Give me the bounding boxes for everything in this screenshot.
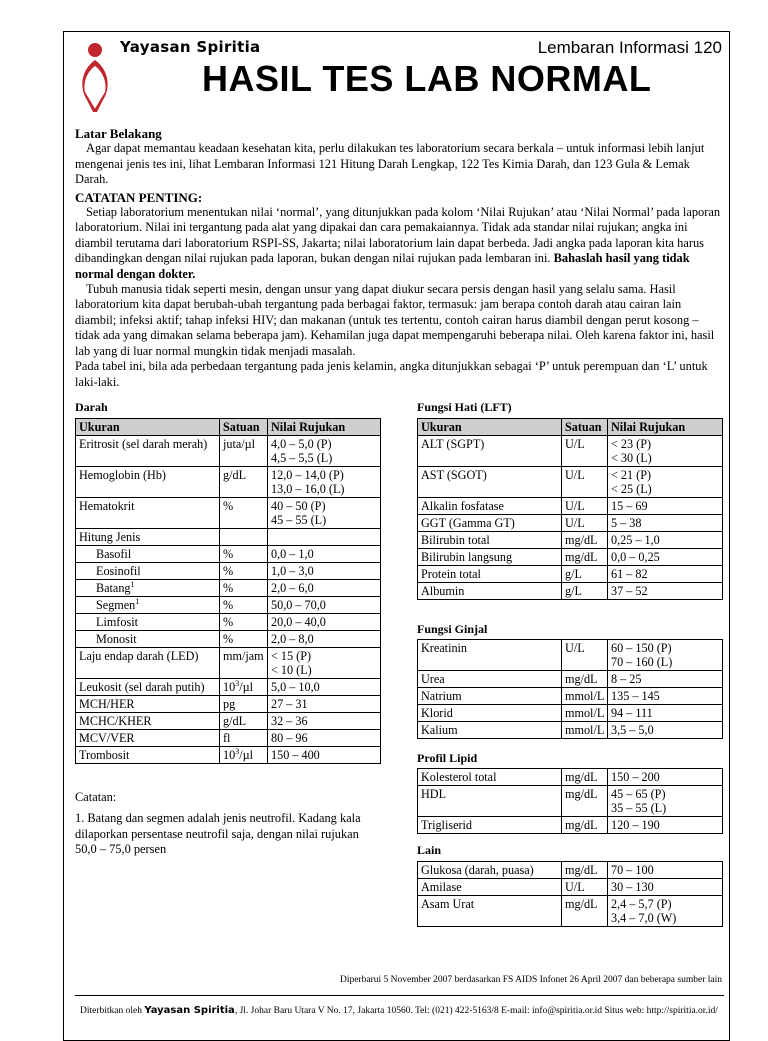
col-header-satuan: Satuan xyxy=(220,419,268,436)
cell-satuan: mg/dL xyxy=(562,817,608,834)
cell-satuan: % xyxy=(220,631,268,648)
table-row xyxy=(418,549,723,566)
cell-satuan: U/L xyxy=(562,467,608,498)
table-row xyxy=(76,679,381,696)
cell-ukuran: Urea xyxy=(418,671,562,688)
cell-ukuran: Monosit xyxy=(76,631,220,648)
table-row xyxy=(76,648,381,679)
table-row xyxy=(76,563,381,580)
table-row xyxy=(418,467,723,498)
cell-satuan: mg/dL xyxy=(562,671,608,688)
cell-satuan: g/L xyxy=(562,583,608,600)
cell-nilai-rujukan: 37 – 52 xyxy=(608,583,723,600)
cell-nilai-rujukan: 2,4 – 5,7 (P) 3,4 – 7,0 (W) xyxy=(608,896,723,927)
cell-nilai-rujukan: 5 – 38 xyxy=(608,515,723,532)
heading-background: Latar Belakang xyxy=(75,126,162,141)
cell-ukuran: Bilirubin langsung xyxy=(418,549,562,566)
cell-nilai-rujukan: 20,0 – 40,0 xyxy=(268,614,381,631)
updated-note: Diperbarui 5 November 2007 berdasarkan FS AIDS Infonet 26 April 2007 dan beberapa sumber lain xyxy=(339,975,722,985)
cell-nilai-rujukan: 27 – 31 xyxy=(268,696,381,713)
table-row xyxy=(418,515,723,532)
note-1: 1. Batang dan segmen adalah jenis neutrofil. Kadang kala dilaporkan persentase neutrofil saja, dengan nilai rujukan 50,0 – 75,0 persen xyxy=(75,811,361,857)
table-row xyxy=(418,769,723,786)
cell-ukuran: Trigliserid xyxy=(418,817,562,834)
section-title-hati: Fungsi Hati (LFT) xyxy=(417,400,512,414)
notes-section xyxy=(75,790,375,864)
cell-satuan: U/L xyxy=(562,436,608,467)
cell-satuan: % xyxy=(220,614,268,631)
page-title: HASIL TES LAB NORMAL xyxy=(202,58,652,99)
cell-satuan: mg/dL xyxy=(562,786,608,817)
cell-nilai-rujukan: < 21 (P) < 25 (L) xyxy=(608,467,723,498)
spiritia-logo-icon xyxy=(73,40,117,116)
table-row xyxy=(418,896,723,927)
cell-satuan xyxy=(220,529,268,546)
cell-nilai-rujukan: 150 – 400 xyxy=(268,747,381,764)
cell-ukuran: GGT (Gamma GT) xyxy=(418,515,562,532)
cell-nilai-rujukan: 60 – 150 (P) 70 – 160 (L) xyxy=(608,640,723,671)
table-row xyxy=(76,529,381,546)
cell-nilai-rujukan: 94 – 111 xyxy=(608,705,723,722)
table-row xyxy=(76,498,381,529)
cell-ukuran: Kreatinin xyxy=(418,640,562,671)
cell-ukuran: Bilirubin total xyxy=(418,532,562,549)
table-row xyxy=(418,532,723,549)
table-row xyxy=(76,436,381,467)
cell-ukuran: Leukosit (sel darah putih) xyxy=(76,679,220,696)
cell-nilai-rujukan: 1,0 – 3,0 xyxy=(268,563,381,580)
cell-ukuran: AST (SGOT) xyxy=(418,467,562,498)
cell-ukuran: Laju endap darah (LED) xyxy=(76,648,220,679)
cell-nilai-rujukan: 30 – 130 xyxy=(608,879,723,896)
cell-ukuran: Amilase xyxy=(418,879,562,896)
table-ginjal xyxy=(417,639,723,739)
col-header-ukuran: Ukuran xyxy=(418,419,562,436)
cell-satuan: mg/dL xyxy=(562,896,608,927)
table-row xyxy=(76,614,381,631)
cell-nilai-rujukan: 12,0 – 14,0 (P) 13,0 – 16,0 (L) xyxy=(268,467,381,498)
cell-ukuran: Hitung Jenis xyxy=(76,529,220,546)
cell-ukuran: Trombosit xyxy=(76,747,220,764)
section-title-darah: Darah xyxy=(75,400,108,414)
cell-satuan: mg/dL xyxy=(562,769,608,786)
cell-ukuran: Segmen$^1$ xyxy=(76,597,220,614)
heading-important-note: CATATAN PENTING: xyxy=(75,189,203,205)
table-row xyxy=(76,467,381,498)
paragraph-important-note: Setiap laboratorium menentukan nilai ‘normal’, yang ditunjukkan pada kolom ‘Nilai Rujukan’ atau ‘Nilai Normal’ pada laporan laboratorium. Nilai ini tergantung pada alat yang dipakai dan cara pemakaiannya. Tidak ada standar nilai rujukan; angka ini diambil terutama dari laboratorium RSPI-SS, Jakarta; nilai laboratorium lain dapat berbeda. Jadi angka pada laporan kita harus dibandingkan dengan nilai rujukan pada laporan, bukan dengan nilai rujukan pada lembaran ini. Bahaslah hasil yang tidak normal dengan dokter. xyxy=(75,205,721,281)
cell-satuan: U/L xyxy=(562,498,608,515)
col-header-nilai: Nilai Rujukan xyxy=(608,419,723,436)
cell-ukuran: MCV/VER xyxy=(76,730,220,747)
table-row xyxy=(418,879,723,896)
cell-satuan: % xyxy=(220,597,268,614)
cell-satuan: fl xyxy=(220,730,268,747)
table-row xyxy=(418,705,723,722)
cell-ukuran: Glukosa (darah, puasa) xyxy=(418,862,562,879)
intro-section xyxy=(75,126,724,390)
table-lipid xyxy=(417,768,723,834)
table-hati xyxy=(417,418,723,600)
cell-ukuran: Basofil xyxy=(76,546,220,563)
sheet-number: Lembaran Informasi 120 xyxy=(537,38,722,57)
cell-nilai-rujukan: 2,0 – 8,0 xyxy=(268,631,381,648)
cell-nilai-rujukan: 4,0 – 5,0 (P) 4,5 – 5,5 (L) xyxy=(268,436,381,467)
table-row xyxy=(76,747,381,764)
cell-nilai-rujukan: 45 – 65 (P) 35 – 55 (L) xyxy=(608,786,723,817)
cell-satuan: $10^3/\mu l$ xyxy=(220,747,268,764)
cell-ukuran: Kalium xyxy=(418,722,562,739)
table-row xyxy=(418,817,723,834)
cell-ukuran: Eosinofil xyxy=(76,563,220,580)
cell-satuan: mmol/L xyxy=(562,705,608,722)
cell-ukuran: Batang$^1$ xyxy=(76,580,220,597)
paragraph-variability: Tubuh manusia tidak seperti mesin, dengan unsur yang dapat diukur secara persis dengan hasil yang selalu sama. Hasil laboratorium kita dapat berubah-ubah tergantung pada berbagai faktor, termasuk: jam berapa contoh darah atau cairan lain diambil; infeksi aktif; tahap infeksi HIV; dan makanan (untuk tes tertentu, contoh cairan harus diambil dengan perut kosong – tidak ada yang dimakan selama beberapa jam). Kehamilan juga dapat mempengaruhi beberapa nilai. Oleh karena faktor ini, hasil lab yang di luar normal mungkin tidak menjadi masalah. xyxy=(75,282,715,358)
cell-satuan: g/dL xyxy=(220,713,268,730)
cell-nilai-rujukan: 61 – 82 xyxy=(608,566,723,583)
cell-satuan: U/L xyxy=(562,879,608,896)
table-row xyxy=(418,862,723,879)
cell-nilai-rujukan: 3,5 – 5,0 xyxy=(608,722,723,739)
footer-publisher: Diterbitkan oleh Yayasan Spiritia, Jl. Johar Baru Utara V No. 17, Jakarta 10560. Tel: (021) 422-5163/8 E-mail: info@spiritia.or.id Situs web: http://spiritia.or.id/ xyxy=(80,1005,718,1016)
cell-ukuran: HDL xyxy=(418,786,562,817)
cell-nilai-rujukan: 120 – 190 xyxy=(608,817,723,834)
cell-nilai-rujukan: 0,0 – 1,0 xyxy=(268,546,381,563)
cell-nilai-rujukan: 135 – 145 xyxy=(608,688,723,705)
cell-satuan: U/L xyxy=(562,640,608,671)
table-row xyxy=(418,566,723,583)
cell-satuan: U/L xyxy=(562,515,608,532)
table-row xyxy=(76,730,381,747)
cell-nilai-rujukan: 2,0 – 6,0 xyxy=(268,580,381,597)
cell-ukuran: ALT (SGPT) xyxy=(418,436,562,467)
cell-nilai-rujukan: 80 – 96 xyxy=(268,730,381,747)
cell-nilai-rujukan: 15 – 69 xyxy=(608,498,723,515)
cell-nilai-rujukan: 50,0 – 70,0 xyxy=(268,597,381,614)
cell-ukuran: Limfosit xyxy=(76,614,220,631)
table-lain xyxy=(417,861,723,927)
cell-nilai-rujukan: 32 – 36 xyxy=(268,713,381,730)
table-row xyxy=(76,713,381,730)
cell-nilai-rujukan: < 23 (P) < 30 (L) xyxy=(608,436,723,467)
table-row xyxy=(418,640,723,671)
cell-nilai-rujukan: 40 – 50 (P) 45 – 55 (L) xyxy=(268,498,381,529)
table-row xyxy=(418,688,723,705)
col-header-ukuran: Ukuran xyxy=(76,419,220,436)
cell-nilai-rujukan xyxy=(268,529,381,546)
cell-ukuran: Hemoglobin (Hb) xyxy=(76,467,220,498)
table-row xyxy=(418,786,723,817)
section-title-lipid: Profil Lipid xyxy=(417,751,478,765)
cell-nilai-rujukan: 150 – 200 xyxy=(608,769,723,786)
cell-ukuran: MCHC/KHER xyxy=(76,713,220,730)
org-name: Yayasan Spiritia xyxy=(120,38,261,56)
cell-ukuran: Kolesterol total xyxy=(418,769,562,786)
cell-nilai-rujukan: 8 – 25 xyxy=(608,671,723,688)
cell-ukuran: Klorid xyxy=(418,705,562,722)
cell-satuan: mmol/L xyxy=(562,722,608,739)
cell-satuan: mg/dL xyxy=(562,532,608,549)
cell-satuan: % xyxy=(220,563,268,580)
cell-ukuran: Natrium xyxy=(418,688,562,705)
cell-ukuran: MCH/HER xyxy=(76,696,220,713)
cell-satuan: % xyxy=(220,546,268,563)
col-header-nilai: Nilai Rujukan xyxy=(268,419,381,436)
cell-satuan: mg/dL xyxy=(562,862,608,879)
table-row xyxy=(76,696,381,713)
table-row xyxy=(76,631,381,648)
table-row xyxy=(418,436,723,467)
cell-ukuran: Protein total xyxy=(418,566,562,583)
cell-ukuran: Eritrosit (sel darah merah) xyxy=(76,436,220,467)
section-title-ginjal: Fungsi Ginjal xyxy=(417,622,488,636)
footer-divider xyxy=(75,995,724,996)
cell-satuan: pg xyxy=(220,696,268,713)
table-row xyxy=(76,580,381,597)
cell-nilai-rujukan: 0,0 – 0,25 xyxy=(608,549,723,566)
paragraph-background: Agar dapat memantau keadaan kesehatan kita, perlu dilakukan tes laboratorium secara berkala – untuk informasi lebih lanjut mengenai jenis tes ini, lihat Lembaran Informasi 121 Hitung Darah Lengkap, 122 Tes Kimia Darah, dan 123 Gula & Lemak Darah. xyxy=(75,141,705,187)
cell-nilai-rujukan: < 15 (P) < 10 (L) xyxy=(268,648,381,679)
table-row xyxy=(418,583,723,600)
cell-ukuran: Albumin xyxy=(418,583,562,600)
section-title-lain: Lain xyxy=(417,843,442,857)
table-row xyxy=(76,546,381,563)
table-row xyxy=(418,722,723,739)
cell-nilai-rujukan: 0,25 – 1,0 xyxy=(608,532,723,549)
cell-satuan: mm/jam xyxy=(220,648,268,679)
cell-ukuran: Hematokrit xyxy=(76,498,220,529)
table-row xyxy=(418,671,723,688)
table-darah xyxy=(75,418,381,764)
cell-satuan: g/L xyxy=(562,566,608,583)
cell-nilai-rujukan: 5,0 – 10,0 xyxy=(268,679,381,696)
cell-ukuran: Asam Urat xyxy=(418,896,562,927)
cell-satuan: mg/dL xyxy=(562,549,608,566)
cell-satuan: $10^3/\mu l$ xyxy=(220,679,268,696)
col-header-satuan: Satuan xyxy=(562,419,608,436)
cell-satuan: g/dL xyxy=(220,467,268,498)
cell-satuan: mmol/L xyxy=(562,688,608,705)
cell-satuan: juta/µl xyxy=(220,436,268,467)
table-row xyxy=(418,498,723,515)
footer-brand: Yayasan Spiritia xyxy=(144,1005,235,1016)
cell-ukuran: Alkalin fosfatase xyxy=(418,498,562,515)
cell-satuan: % xyxy=(220,580,268,597)
table-row xyxy=(76,597,381,614)
cell-satuan: % xyxy=(220,498,268,529)
notes-title: Catatan: xyxy=(75,790,117,804)
cell-nilai-rujukan: 70 – 100 xyxy=(608,862,723,879)
paragraph-gender-note: Pada tabel ini, bila ada perbedaan tergantung pada jenis kelamin, angka ditunjukkan sebagai ‘P’ untuk perempuan dan ‘L’ untuk laki-laki. xyxy=(75,359,708,389)
